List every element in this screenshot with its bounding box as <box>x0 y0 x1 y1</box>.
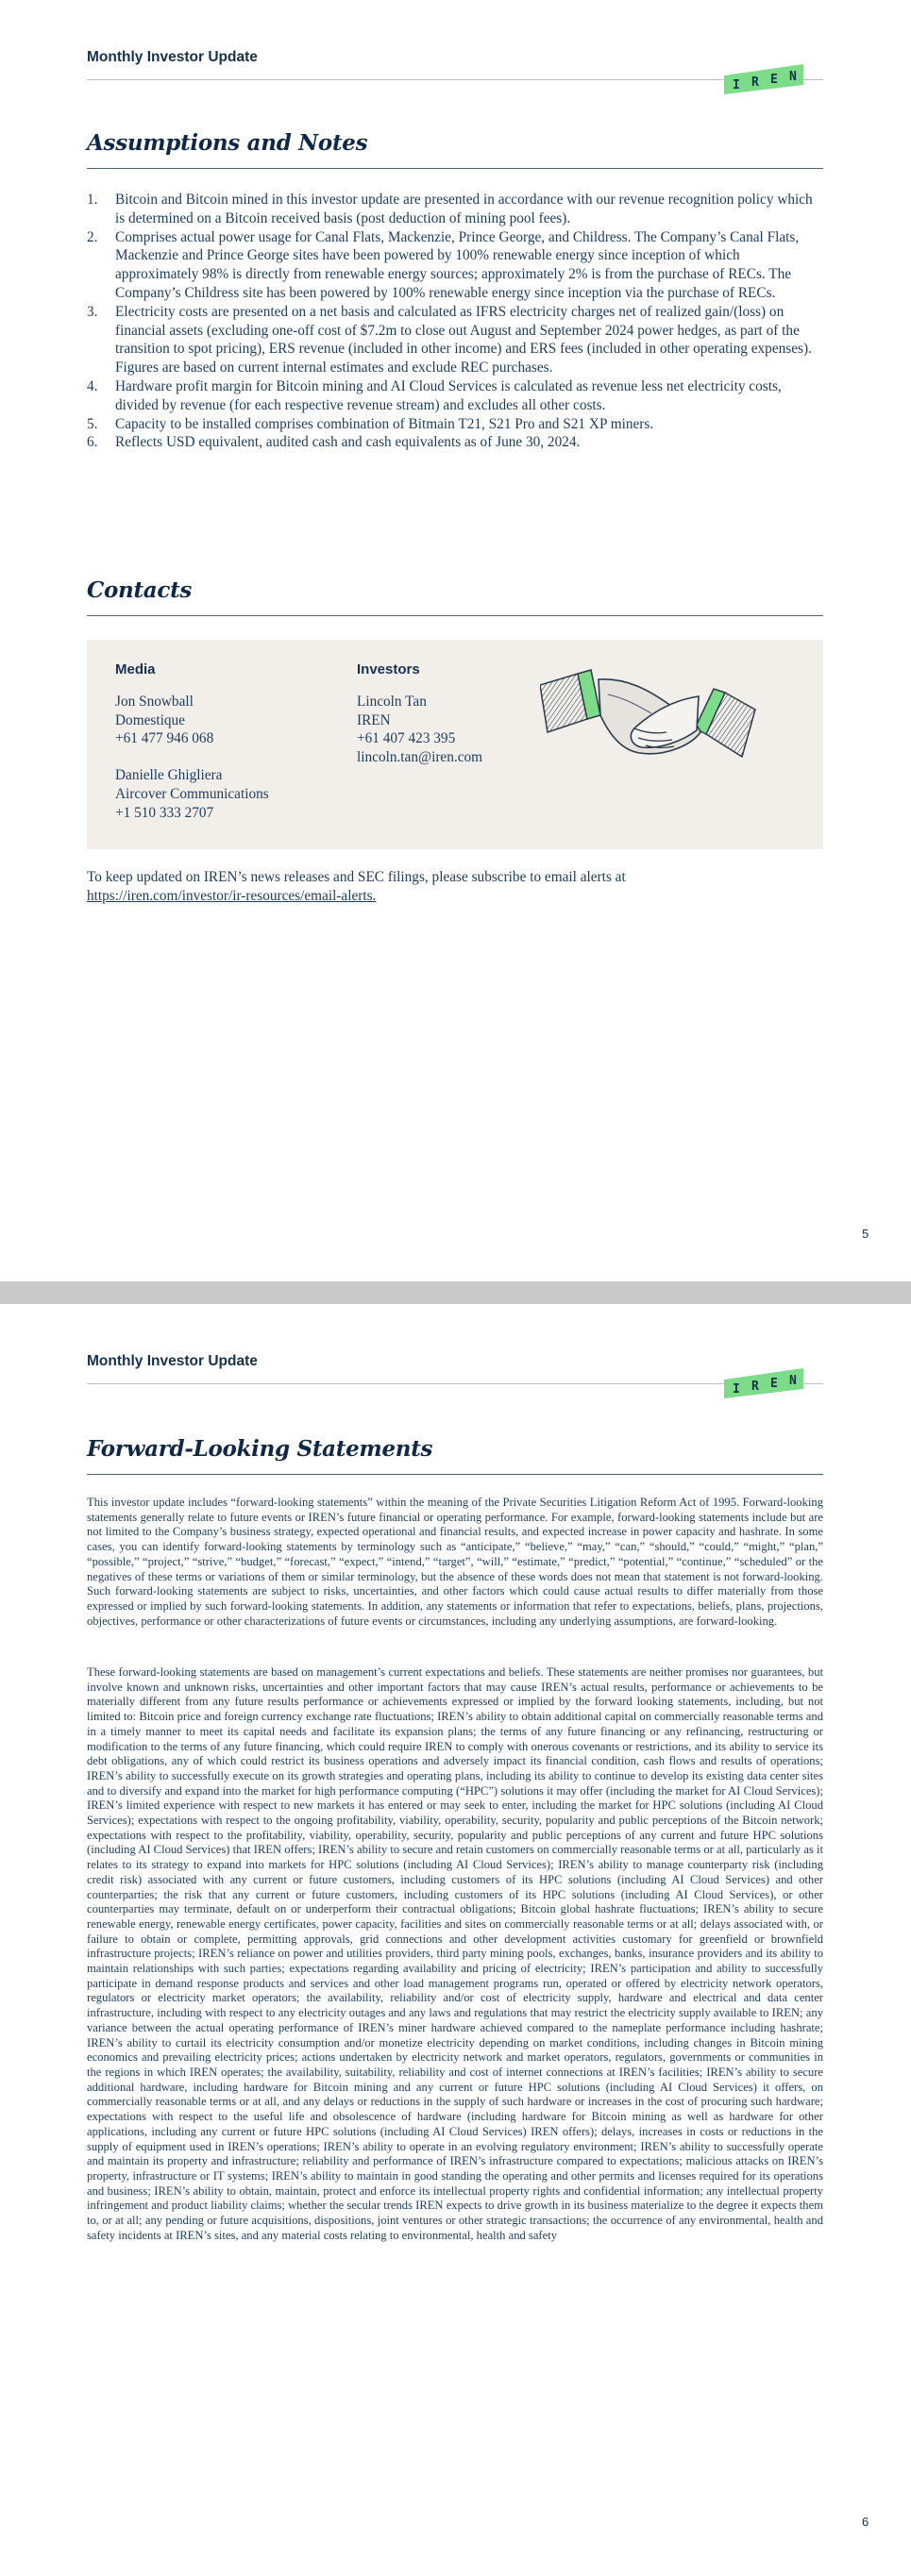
note-item: 6. Reflects USD equivalent, audited cash and cash equivalents as of June 30, 2024. <box>87 434 581 451</box>
investor-contact-org: IREN <box>357 711 391 728</box>
investor-contact-phone[interactable]: +61 407 423 395 <box>357 730 456 747</box>
svg-text:I: I <box>733 78 740 92</box>
fls-paragraph-1: This investor update includes “forward-looking statements” within the meaning of the Private Securities Litigation Reform Act of 1995. Forward-looking statements generally relate to future events or IREN’s future financial or operating performance. For example, forward-looking statements include but are not limited to the Company’s business strategy, expected operational and financial results, and expected increase in power capacity and hashrate. In some cases, you can identify forward-looking statements by terminology such as “anticipate,” “believe,” “may,” “can,” “should,” “could,” “might,” “plan,” “possible,” “project,” “strive,” “budget,” “forecast,” “expect,” “intend,” “target”, “will,” “estimate,” “predict,” “potential,” “continue,” “scheduled” or the negatives of these terms or variations of them or similar terminology, but the absence of these words does not mean that statement is not forward-looking. Such forward-looking statements are subject to risks, uncertainties, and other factors which could cause actual results to differ materially from those expressed or implied by such forward-looking statements. In addition, any statements or information that refer to expectations, beliefs, plans, projections, objectives, performance or other characterizations of future events or circumstances, including any underlying assumptions, are forward-looking. <box>87 1496 823 1628</box>
handshake-icon <box>540 666 757 779</box>
svg-text:I: I <box>733 1382 740 1397</box>
svg-text:N: N <box>789 70 797 84</box>
media-contact-1-phone[interactable]: +61 477 946 068 <box>115 730 214 747</box>
media-contact-2-phone[interactable]: +1 510 333 2707 <box>115 804 214 821</box>
forward-looking-title: Forward-Looking Statements <box>87 1436 433 1462</box>
subscribe-note <box>87 868 823 906</box>
media-heading: Media <box>115 661 156 677</box>
header-title: Monthly Investor Update <box>87 1353 258 1369</box>
svg-text:E: E <box>770 73 778 87</box>
fls-paragraph-2: These forward-looking statements are based on management’s current expectations and beliefs. These statements are neither promises nor guarantees, but involve known and unknown risks, uncertainties and other important factors that may cause IREN’s actual results, performance or achievements to be materially different from any future results performance or achievements expressed or implied by the forward looking statements, including, but not limited to: Bitcoin price and foreign currency exchange rate fluctuations; IREN’s ability to obtain additional capital on commercially reasonable terms and in a timely manner to meet its capital needs and facilitate its expansion plans; the terms of any future financing or any refinancing, restructuring or modification to the terms of any future financing, which could require IREN to comply with onerous covenants or restrictions, and its ability to service its debt obligations, any of which could restrict its business operations and adversely impact its financial condition, cash flows and results of operations; IREN’s ability to successfully execute on its growth strategies and operating plans, including its ability to continue to develop its existing data center sites and to diversify and expand into the market for high performance computing (“HPC”) solutions it may offer (including the market for AI Cloud Services); IREN’s limited experience with respect to new markets it has entered or may seek to enter, including the market for HPC solutions (including AI Cloud Services); expectations with respect to the ongoing profitability, viability, operability, security, popularity and public perceptions of the Bitcoin network; expectations with respect to the profitability, viability, operability, security, popularity and public perceptions of any current and future HPC solutions (including AI Cloud Services) that IREN offers; IREN’s ability to secure and retain customers on commercially reasonable terms or at all, particularly as it relates to its strategy to expand into markets for HPC solutions (including AI Cloud Services); IREN’s ability to manage counterparty risk (including credit risk) associated with any current or future customers, including customers of its HPC solutions (including AI Cloud Services) and other counterparties; the risk that any current or future customers, including customers of its HPC solutions (including AI Cloud Services), or other counterparties may terminate, default on or underperform their contractual obligations; Bitcoin global hashrate fluctuations; IREN’s ability to secure renewable energy, renewable energy certificates, power capacity, facilities and sites on commercially reasonable terms or at all; delays associated with, or failure to obtain or complete, permitting approvals, grid connections and other development activities customary for greenfield or brownfield infrastructure projects; IREN’s reliance on power and utilities providers, third party mining pools, exchanges, banks, insurance providers and its ability to maintain relationships with such parties; expectations regarding availability and pricing of electricity; IREN’s participation and ability to successfully participate in demand response products and services and other load management programs run, operated or offered by electricity network operators, regulators or electricity market operators; the availability, reliability and/or cost of electricity supply, hardware and electrical and data center infrastructure, including with respect to any electricity outages and any laws and regulations that may restrict the electricity supply available to IREN; any variance between the actual operating performance of IREN’s miner hardware achieved compared to the nameplate performance including hashrate; IREN’s ability to curtail its electricity consumption and/or monetize electricity depending on market conditions, including changes in Bitcoin mining economics and prevailing electricity prices; actions undertaken by electricity network and market operators, regulators, governments or communities in the regions in which IREN operates; the availability, suitability, reliability and cost of internet connections at IREN’s facilities; IREN’s ability to secure additional hardware, including hardware for Bitcoin mining and any current or future HPC solutions (including AI Cloud Services) it offers, on commercially reasonable terms or at all, and any delays or reductions in the supply of such hardware or increases in the cost of procuring such hardware; expectations with respect to the useful life and obsolescence of hardware (including hardware for Bitcoin mining as well as hardware for other applications, including any current or future HPC solutions (including AI Cloud Services) IREN offers); delays, increases in costs or reductions in the supply of equipment used in IREN’s operations; IREN’s ability to operate in an evolving regulatory environment; IREN’s ability to successfully operate and maintain its property and infrastructure; reliability and performance of IREN’s infrastructure compared to expectations; malicious attacks on IREN’s property, infrastructure or IT systems; IREN’s ability to maintain in good standing the operating and other permits and licenses required for its operations and business; IREN’s ability to obtain, maintain, protect and enforce its intellectual property rights and confidential information; any intellectual property infringement and product liability claims; whether the secular trends IREN expects to drive growth in its business materialize to the degree it expects them to, or at all; any pending or future acquisitions, dispositions, joint ventures or other strategic transactions; the occurrence of any environmental, health and safety incidents at IREN’s sites, and any material costs relating to environmental, health and safety <box>87 1665 823 2242</box>
header-title: Monthly Investor Update <box>87 49 258 65</box>
svg-text:R: R <box>751 1380 759 1394</box>
assumptions-divider <box>87 168 823 169</box>
assumptions-title: Assumptions and Notes <box>87 130 368 156</box>
notes-list <box>87 191 823 452</box>
media-contact-1-name: Jon Snowball <box>115 693 194 710</box>
investor-contact-name: Lincoln Tan <box>357 693 427 710</box>
contacts-title: Contacts <box>87 577 193 603</box>
svg-text:R: R <box>751 75 759 90</box>
media-contact-1-org: Domestique <box>115 711 185 728</box>
investors-heading: Investors <box>357 661 420 677</box>
note-item: 4. Hardware profit margin for Bitcoin mining and AI Cloud Services is calculated as revenue less net electricity costs, divided by revenue (for each respective revenue stream) and excludes all other costs. <box>87 377 782 413</box>
header-divider <box>87 1383 823 1384</box>
page-5 <box>0 0 911 1281</box>
forward-looking-divider <box>87 1474 823 1475</box>
contacts-panel <box>87 640 823 849</box>
page-number: 6 <box>862 2515 869 2529</box>
subscribe-text: To keep updated on IREN’s news releases and SEC filings, please subscribe to email alerts at <box>87 869 626 885</box>
header-divider <box>87 79 823 80</box>
investor-contact-email[interactable]: lincoln.tan@iren.com <box>357 749 483 766</box>
media-contact-2-org: Aircover Communications <box>115 785 269 802</box>
iren-logo <box>724 1366 803 1400</box>
svg-text:E: E <box>770 1377 778 1391</box>
contacts-divider <box>87 615 823 616</box>
svg-text:N: N <box>789 1374 797 1388</box>
iren-logo <box>724 62 803 96</box>
investor-contacts <box>357 661 482 767</box>
page-number: 5 <box>862 1227 869 1241</box>
media-contact-2-name: Danielle Ghigliera <box>115 767 223 784</box>
email-alerts-link[interactable]: https://iren.com/investor/ir-resources/email-alerts. <box>87 887 377 904</box>
page-6 <box>0 1304 911 2576</box>
note-item: 3. Electricity costs are presented on a net basis and calculated as IFRS electricity charges net of realized gain/(loss) on financial assets (excluding one-off cost of $7.2m to close out August and September 2024 power hedges, as part of the transition to spot pricing), ERS revenue (included in other income) and ERS fees (included in other operating expenses). Figures are based on current internal estimates and exclude REC purchases. <box>87 303 812 376</box>
media-contacts <box>115 661 269 823</box>
note-item: 2. Comprises actual power usage for Canal Flats, Mackenzie, Prince George, and Childress. The Company’s Canal Flats, Mackenzie and Prince George sites have been powered by 100% renewable energy since inception of which approximately 98% is directly from renewable energy sources; approximately 2% is from the purchase of RECs. The Company’s Childress site has been powered by 100% renewable energy since inception via the purchase of RECs. <box>87 228 800 301</box>
note-item: 1. Bitcoin and Bitcoin mined in this investor update are presented in accordance with our revenue recognition policy which is determined on a Bitcoin received basis (post deduction of mining pool fees). <box>87 192 813 226</box>
note-item: 5. Capacity to be installed comprises combination of Bitmain T21, S21 Pro and S21 XP miners. <box>87 415 654 432</box>
